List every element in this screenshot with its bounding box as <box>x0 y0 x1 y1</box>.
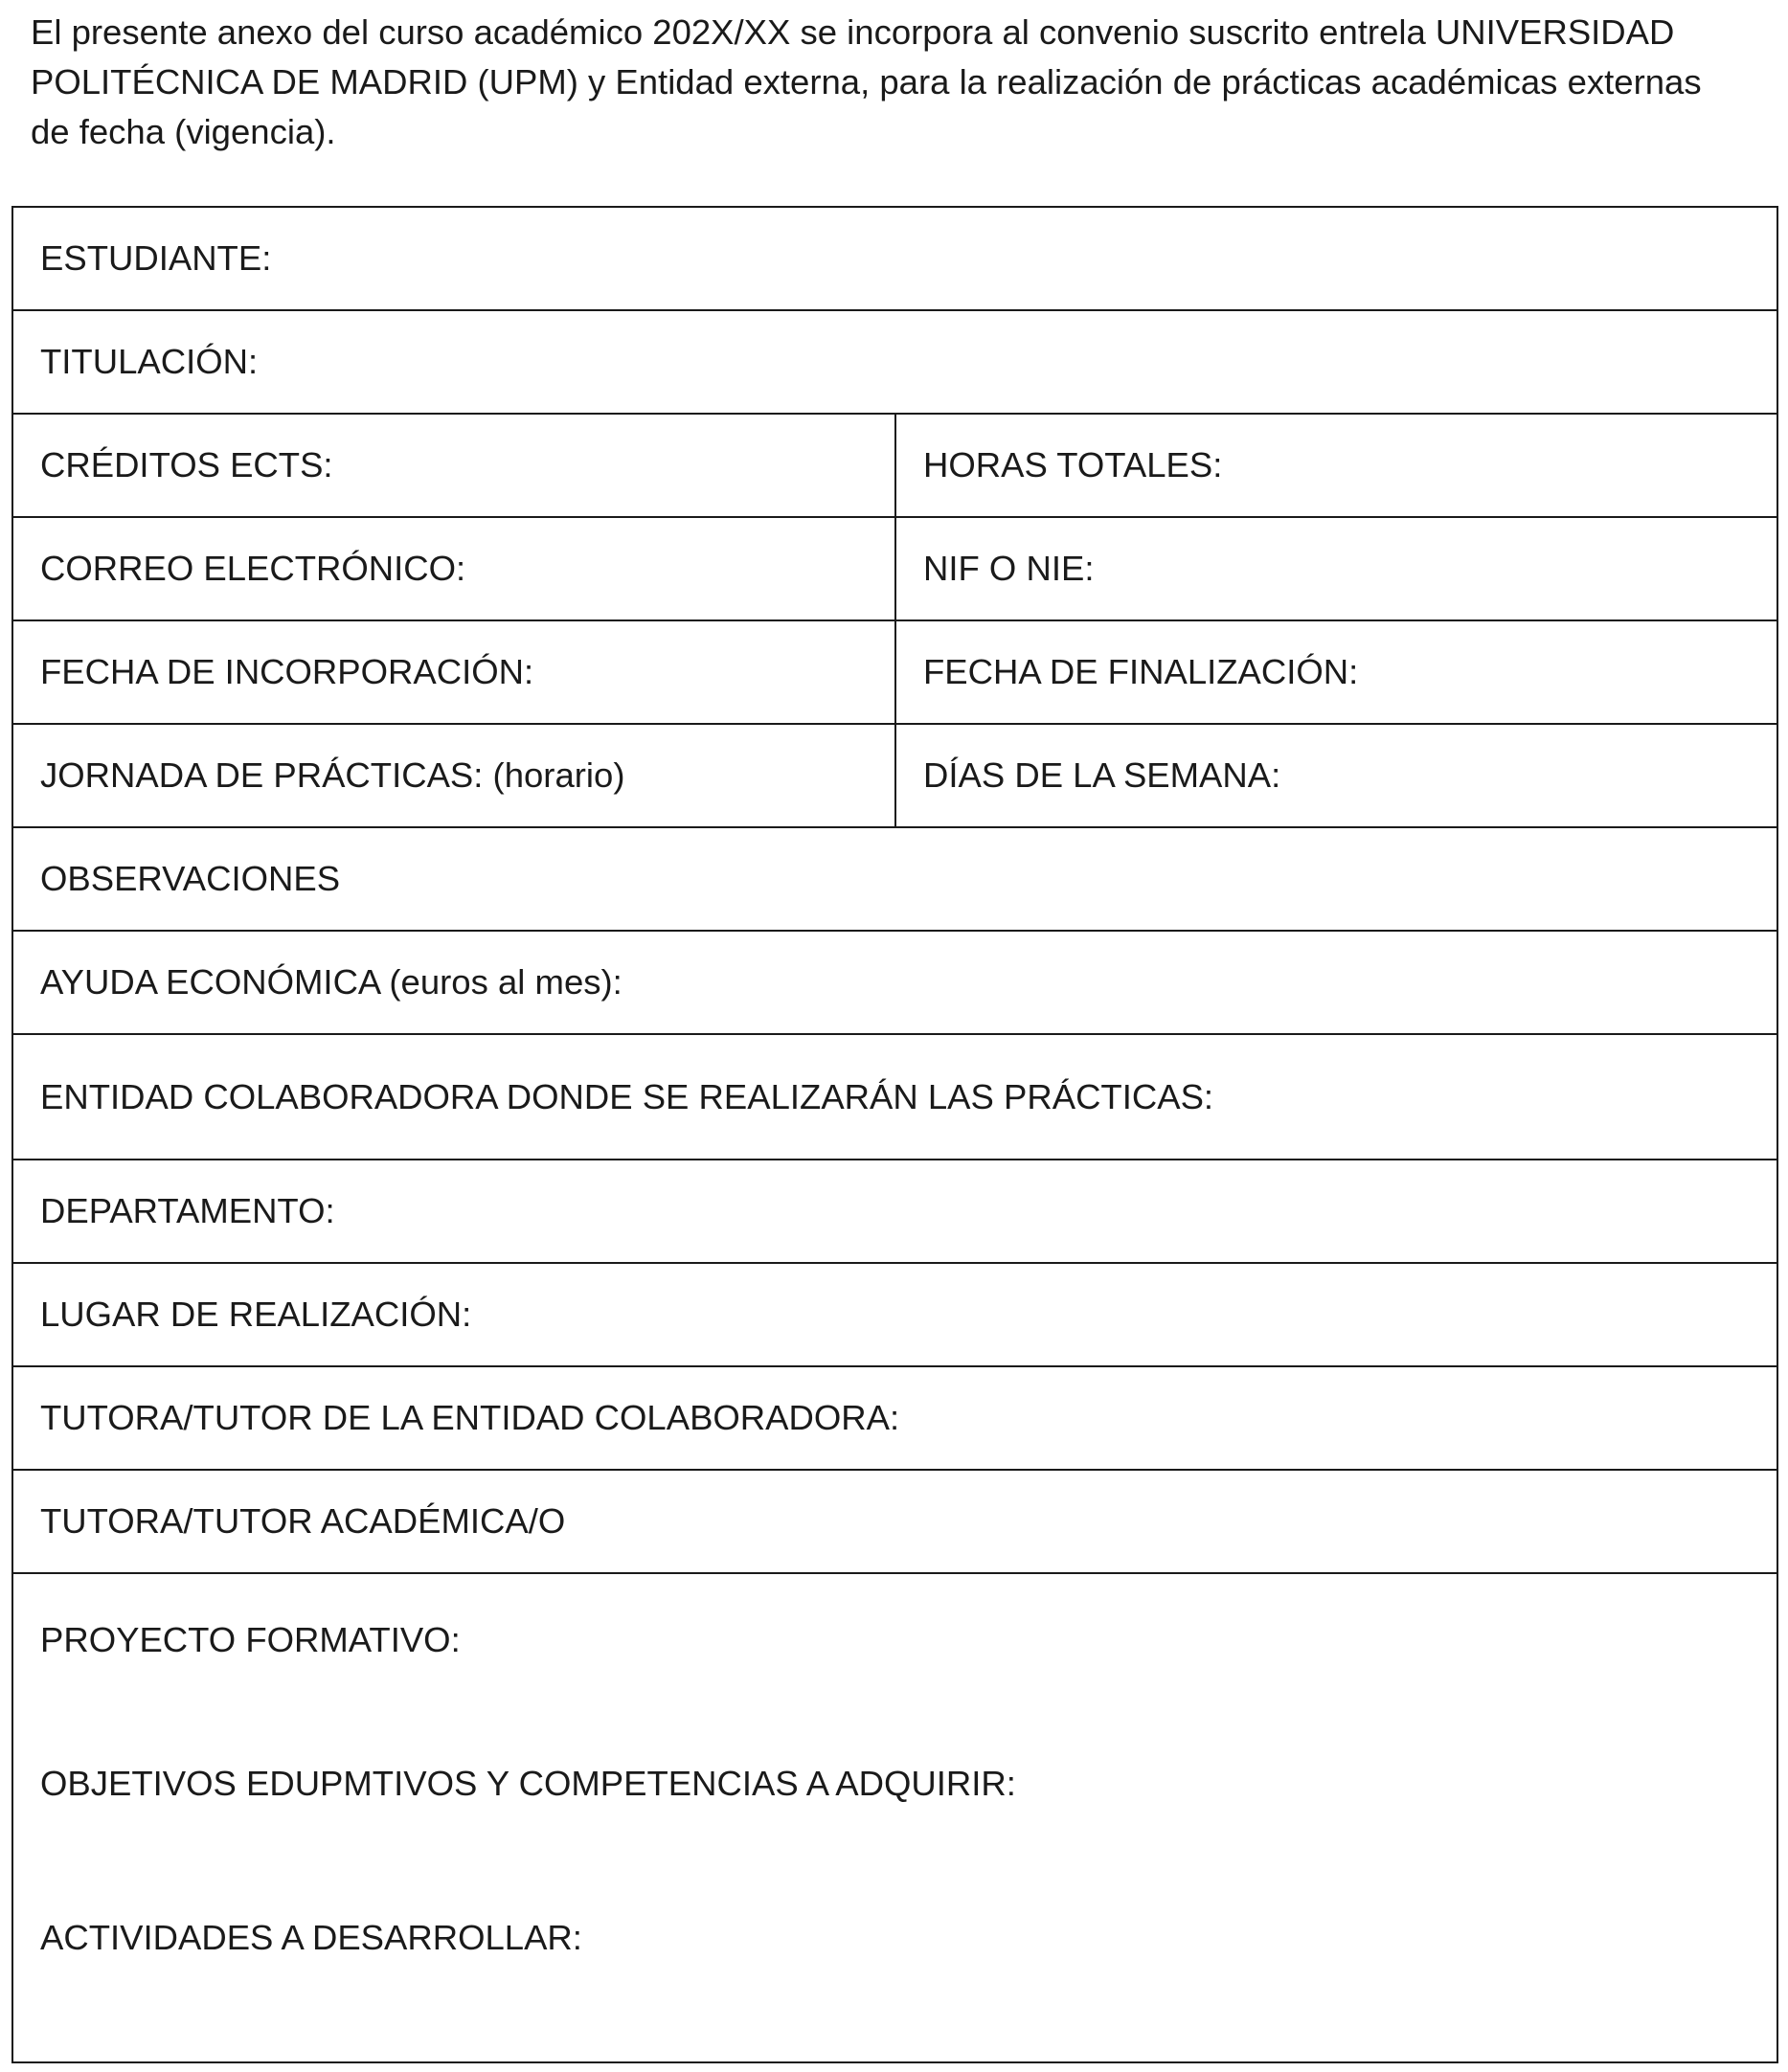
field-jornada-practicas[interactable]: JORNADA DE PRÁCTICAS: (horario) <box>13 725 896 826</box>
row-ayuda <box>13 932 1777 1035</box>
intro-line-1: El presente anexo del curso académico 202X/XX se incorpora al convenio suscrito entrela UNIVERSIDAD <box>31 12 1675 52</box>
row-lugar <box>13 1264 1777 1367</box>
row-entidad <box>13 1035 1777 1160</box>
annex-form-table <box>11 206 1778 2063</box>
field-ayuda-economica[interactable]: AYUDA ECONÓMICA (euros al mes): <box>40 962 622 1002</box>
label-actividades: ACTIVIDADES A DESARROLLAR: <box>40 1918 582 1957</box>
intro-line-2: POLITÉCNICA DE MADRID (UPM) y Entidad externa, para la realización de prácticas académicas externas <box>31 62 1702 101</box>
row-titulacion <box>13 311 1777 415</box>
row-jornada-dias <box>13 725 1777 828</box>
row-correo-nif <box>13 518 1777 621</box>
field-fecha-incorporacion[interactable]: FECHA DE INCORPORACIÓN: <box>13 621 896 723</box>
field-titulacion[interactable]: TITULACIÓN: <box>40 342 259 381</box>
field-fecha-finalizacion[interactable]: FECHA DE FINALIZACIÓN: <box>923 652 1359 691</box>
row-tutor-academico <box>13 1471 1777 1574</box>
intro-paragraph <box>31 8 1754 157</box>
row-creditos-horas <box>13 415 1777 518</box>
row-observaciones <box>13 828 1777 932</box>
field-entidad-colaboradora[interactable]: ENTIDAD COLABORADORA DONDE SE REALIZARÁN LAS PRÁCTICAS: <box>40 1076 1214 1116</box>
field-horas-totales[interactable]: HORAS TOTALES: <box>923 445 1223 484</box>
field-departamento[interactable]: DEPARTAMENTO: <box>40 1191 335 1230</box>
intro-line-3: de fecha (vigencia). <box>31 112 336 151</box>
field-correo-electronico[interactable]: CORREO ELECTRÓNICO: <box>13 518 896 619</box>
label-objetivos: OBJETIVOS EDUPMTIVOS Y COMPETENCIAS A ADQUIRIR: <box>40 1764 1016 1803</box>
field-tutor-entidad[interactable]: TUTORA/TUTOR DE LA ENTIDAD COLABORADORA: <box>40 1398 900 1437</box>
label-proyecto-formativo: PROYECTO FORMATIVO: <box>40 1620 461 1659</box>
field-tutor-academico[interactable]: TUTORA/TUTOR ACADÉMICA/O <box>40 1501 566 1541</box>
row-fechas <box>13 621 1777 725</box>
row-proyecto-formativo[interactable] <box>13 1574 1777 2061</box>
row-tutor-entidad <box>13 1367 1777 1471</box>
field-nif-nie[interactable]: NIF O NIE: <box>923 549 1095 588</box>
field-observaciones[interactable]: OBSERVACIONES <box>40 859 341 898</box>
field-dias-semana[interactable]: DÍAS DE LA SEMANA: <box>923 755 1281 795</box>
field-lugar-realizacion[interactable]: LUGAR DE REALIZACIÓN: <box>40 1295 472 1334</box>
row-estudiante <box>13 208 1777 311</box>
field-creditos-ects[interactable]: CRÉDITOS ECTS: <box>13 415 896 516</box>
row-departamento <box>13 1160 1777 1264</box>
field-estudiante[interactable]: ESTUDIANTE: <box>40 238 272 278</box>
